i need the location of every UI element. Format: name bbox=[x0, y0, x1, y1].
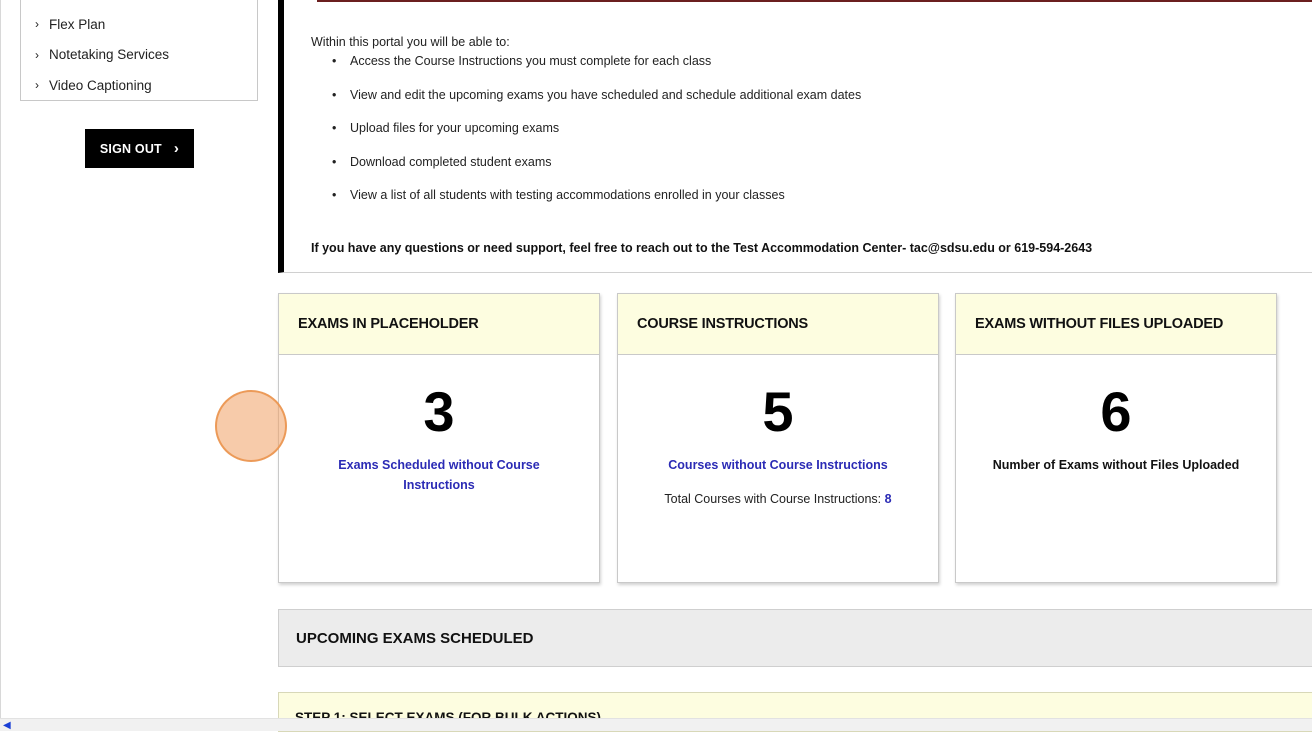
card-exams-without-files bbox=[955, 293, 1277, 583]
exams-without-instructions-link[interactable]: Exams Scheduled without Course Instructions bbox=[338, 458, 540, 492]
card-count: 5 bbox=[762, 380, 794, 443]
sign-out-button[interactable] bbox=[85, 129, 194, 168]
total-courses-value[interactable]: 8 bbox=[884, 492, 892, 506]
scroll-left-icon[interactable]: ◀ bbox=[3, 720, 11, 731]
chevron-right-icon: › bbox=[35, 47, 39, 62]
alert-banner-edge bbox=[317, 0, 1312, 2]
cursor-indicator bbox=[215, 390, 287, 462]
sidebar-menu bbox=[20, 0, 258, 101]
card-count: 3 bbox=[423, 380, 455, 443]
total-courses-label: Total Courses with Course Instructions: bbox=[664, 492, 882, 506]
horizontal-scrollbar[interactable] bbox=[0, 718, 1312, 731]
sidebar-item-label: Flex Plan bbox=[49, 16, 106, 32]
list-item: • View a list of all students with testing accommodations enrolled in your classes bbox=[332, 188, 785, 202]
page-left-border bbox=[0, 0, 1, 718]
sidebar-item-flex-plan[interactable] bbox=[35, 9, 169, 40]
sidebar-list bbox=[35, 9, 169, 101]
card-title: EXAMS IN PLACEHOLDER bbox=[279, 294, 599, 355]
sign-out-label: SIGN OUT bbox=[99, 141, 162, 156]
feature-list bbox=[332, 54, 861, 222]
card-count: 6 bbox=[1100, 380, 1132, 443]
chevron-right-icon: › bbox=[173, 140, 180, 157]
card-exams-in-placeholder bbox=[278, 293, 600, 583]
card-title: COURSE INSTRUCTIONS bbox=[618, 294, 938, 355]
chevron-right-icon: › bbox=[35, 78, 39, 93]
card-course-instructions bbox=[617, 293, 939, 583]
portal-info-panel bbox=[278, 0, 1312, 273]
sidebar-item-video-captioning[interactable] bbox=[35, 70, 169, 101]
sidebar-item-label: Notetaking Services bbox=[49, 47, 170, 63]
intro-text: Within this portal you will be able to: bbox=[311, 35, 510, 49]
card-title: EXAMS WITHOUT FILES UPLOADED bbox=[956, 294, 1276, 355]
sidebar-item-label: Video Captioning bbox=[49, 77, 152, 93]
total-courses-text bbox=[618, 492, 938, 506]
chevron-right-icon: › bbox=[35, 17, 39, 32]
support-text: If you have any questions or need support, feel free to reach out to the Test Accommodation Center- tac@sdsu.edu or 619-594-2643 bbox=[311, 241, 1093, 255]
list-item: • Download completed student exams bbox=[332, 154, 552, 169]
list-item: • Access the Course Instructions you must complete for each class bbox=[332, 54, 712, 68]
card-description: Number of Exams without Files Uploaded bbox=[992, 458, 1240, 472]
courses-without-instructions-link[interactable]: Courses without Course Instructions bbox=[668, 458, 888, 472]
upcoming-exams-header[interactable]: UPCOMING EXAMS SCHEDULED bbox=[278, 609, 1312, 667]
sidebar-item-notetaking-services[interactable] bbox=[35, 40, 169, 71]
list-item: • Upload files for your upcoming exams bbox=[332, 121, 560, 135]
list-item: • View and edit the upcoming exams you have scheduled and schedule additional exam dates bbox=[332, 87, 862, 102]
